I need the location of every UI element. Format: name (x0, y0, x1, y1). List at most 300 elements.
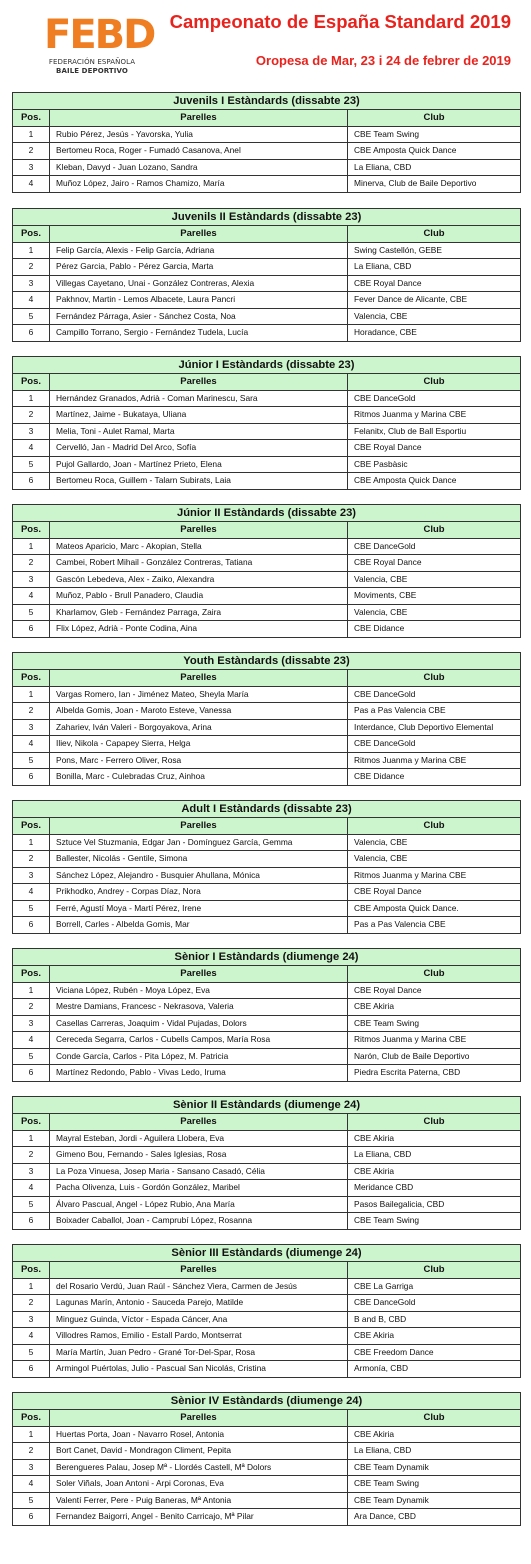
club-cell: CBE La Garriga (348, 1278, 521, 1295)
club-cell: CBE Didance (348, 769, 521, 786)
table-row (13, 292, 521, 309)
couple-cell: Vargas Romero, Ian - Jiménez Mateo, Sheyla María (50, 686, 348, 703)
club-column-header: Club (348, 1262, 521, 1279)
club-cell: Minerva, Club de Baile Deportivo (348, 176, 521, 193)
position-cell: 2 (13, 1295, 50, 1312)
position-cell: 5 (13, 1196, 50, 1213)
couple-cell: María Martín, Juan Pedro - Grané Tor-Del-Spar, Rosa (50, 1344, 348, 1361)
position-cell: 1 (13, 538, 50, 555)
club-cell: Pas a Pas Valencia CBE (348, 917, 521, 934)
couple-cell: Ferré, Agustí Moya - Martí Pérez, Irene (50, 900, 348, 917)
couple-cell: Bonilla, Marc - Culebradas Cruz, Ainhoa (50, 769, 348, 786)
table-row (13, 1130, 521, 1147)
table-row (13, 176, 521, 193)
table-row (13, 571, 521, 588)
table-row (13, 473, 521, 490)
section-title: Sènior I Estàndards (diumenge 24) (13, 949, 521, 966)
couples-column-header: Parelles (50, 522, 348, 539)
section-title: Sènior II Estàndards (diumenge 24) (13, 1097, 521, 1114)
position-cell: 5 (13, 604, 50, 621)
results-table (12, 1392, 521, 1526)
table-row (13, 982, 521, 999)
febd-logo-mark (42, 6, 155, 58)
couple-cell: Hernández Granados, Adrià - Coman Marinescu, Sara (50, 390, 348, 407)
club-cell: Ritmos Juanma y Marina CBE (348, 867, 521, 884)
couple-cell: Kharlamov, Gleb - Fernández Parraga, Zaira (50, 604, 348, 621)
club-cell: Meridance CBD (348, 1180, 521, 1197)
table-row (13, 1065, 521, 1082)
couple-cell: Pakhnov, Martin - Lemos Albacete, Laura Pancri (50, 292, 348, 309)
logo-line-2: BAILE DEPORTIVO (56, 67, 128, 75)
position-cell: 6 (13, 1065, 50, 1082)
couple-cell: Borrell, Carles - Albelda Gomis, Mar (50, 917, 348, 934)
club-cell: Ritmos Juanma y Marina CBE (348, 752, 521, 769)
table-row (13, 1443, 521, 1460)
club-cell: Interdance, Club Deportivo Elemental (348, 719, 521, 736)
couples-column-header: Parelles (50, 966, 348, 983)
table-row (13, 621, 521, 638)
club-column-header: Club (348, 226, 521, 243)
club-cell: CBE Team Dynamik (348, 1459, 521, 1476)
position-cell: 4 (13, 736, 50, 753)
table-row (13, 736, 521, 753)
position-cell: 1 (13, 982, 50, 999)
pos-column-header: Pos. (13, 374, 50, 391)
club-cell: B and B, CBD (348, 1311, 521, 1328)
couple-cell: Cambei, Robert Mihail - González Contreras, Tatiana (50, 555, 348, 572)
column-header-row (13, 374, 521, 391)
table-row (13, 1278, 521, 1295)
column-header-row (13, 1262, 521, 1279)
position-cell: 1 (13, 686, 50, 703)
position-cell: 3 (13, 423, 50, 440)
club-cell: CBE DanceGold (348, 736, 521, 753)
section-title: Juvenils II Estàndards (dissabte 23) (13, 209, 521, 226)
club-cell: La Eliana, CBD (348, 259, 521, 276)
position-cell: 6 (13, 1361, 50, 1378)
table-row (13, 1311, 521, 1328)
couple-cell: Martínez Redondo, Pablo - Vivas Ledo, Iruma (50, 1065, 348, 1082)
club-cell: CBE Akiria (348, 999, 521, 1016)
couples-column-header: Parelles (50, 226, 348, 243)
section-title: Sènior III Estàndards (diumenge 24) (13, 1245, 521, 1262)
couple-cell: Gimeno Bou, Fernando - Sales Iglesias, Rosa (50, 1147, 348, 1164)
table-row (13, 1196, 521, 1213)
table-row (13, 555, 521, 572)
position-cell: 5 (13, 456, 50, 473)
couples-column-header: Parelles (50, 670, 348, 687)
couple-cell: Huertas Porta, Joan - Navarro Rosel, Antonia (50, 1426, 348, 1443)
position-cell: 3 (13, 719, 50, 736)
table-row (13, 1032, 521, 1049)
table-row (13, 703, 521, 720)
table-row (13, 275, 521, 292)
logo-letters: FEBD (44, 12, 155, 58)
position-cell: 2 (13, 999, 50, 1016)
club-column-header: Club (348, 522, 521, 539)
couple-cell: Soler Viñals, Joan Antoni - Arpi Coronas, Eva (50, 1476, 348, 1493)
pos-column-header: Pos. (13, 1262, 50, 1279)
section-title: Juvenils I Estàndards (dissabte 23) (13, 93, 521, 110)
column-header-row (13, 110, 521, 127)
table-row (13, 143, 521, 160)
position-cell: 5 (13, 1344, 50, 1361)
couples-column-header: Parelles (50, 1262, 348, 1279)
pos-column-header: Pos. (13, 226, 50, 243)
couple-cell: Sánchez López, Alejandro - Busquier Ahullana, Mónica (50, 867, 348, 884)
position-cell: 5 (13, 900, 50, 917)
position-cell: 5 (13, 1492, 50, 1509)
position-cell: 1 (13, 1130, 50, 1147)
table-row (13, 1476, 521, 1493)
club-cell: CBE Team Swing (348, 1476, 521, 1493)
table-row (13, 407, 521, 424)
club-cell: Ara Dance, CBD (348, 1509, 521, 1526)
table-row (13, 867, 521, 884)
club-column-header: Club (348, 374, 521, 391)
couple-cell: Mestre Damians, Francesc - Nekrasova, Valeria (50, 999, 348, 1016)
couple-cell: del Rosario Verdú, Juan Raúl - Sánchez Viera, Carmen de Jesús (50, 1278, 348, 1295)
position-cell: 2 (13, 259, 50, 276)
table-row (13, 1426, 521, 1443)
position-cell: 6 (13, 769, 50, 786)
position-cell: 4 (13, 588, 50, 605)
couple-cell: Conde García, Carlos - Pita López, M. Patricia (50, 1048, 348, 1065)
couple-cell: Gascón Lebedeva, Alex - Zaiko, Alexandra (50, 571, 348, 588)
pos-column-header: Pos. (13, 818, 50, 835)
position-cell: 4 (13, 1180, 50, 1197)
position-cell: 1 (13, 1426, 50, 1443)
table-row (13, 1459, 521, 1476)
position-cell: 5 (13, 1048, 50, 1065)
table-row (13, 917, 521, 934)
club-cell: Valencia, CBE (348, 604, 521, 621)
page-title: Campeonato de España Standard 2019 (169, 11, 511, 32)
table-row (13, 259, 521, 276)
couples-column-header: Parelles (50, 110, 348, 127)
club-cell: CBE Royal Dance (348, 555, 521, 572)
table-row (13, 1492, 521, 1509)
club-cell: Valencia, CBE (348, 571, 521, 588)
position-cell: 6 (13, 621, 50, 638)
club-cell: Piedra Escrita Paterna, CBD (348, 1065, 521, 1082)
couple-cell: Ballester, Nicolás - Gentile, Simona (50, 851, 348, 868)
club-cell: La Eliana, CBD (348, 159, 521, 176)
club-column-header: Club (348, 670, 521, 687)
couple-cell: Rubio Pérez, Jesús - Yavorska, Yulia (50, 126, 348, 143)
position-cell: 1 (13, 126, 50, 143)
results-table (12, 504, 521, 638)
table-row (13, 1361, 521, 1378)
club-cell: Valencia, CBE (348, 834, 521, 851)
results-table (12, 92, 521, 193)
position-cell: 4 (13, 884, 50, 901)
logo-line-1: FEDERACIÓN ESPAÑOLA (48, 58, 136, 66)
club-cell: Armonía, CBD (348, 1361, 521, 1378)
couple-cell: Pacha Olivenza, Luis - Gordón González, Maribel (50, 1180, 348, 1197)
section-title: Júnior I Estàndards (dissabte 23) (13, 357, 521, 374)
club-cell: Horadance, CBE (348, 325, 521, 342)
couple-cell: Bertomeu Roca, Guillem - Talarn Subirats, Laia (50, 473, 348, 490)
table-row (13, 1213, 521, 1230)
position-cell: 3 (13, 1015, 50, 1032)
febd-logo (42, 6, 182, 80)
position-cell: 6 (13, 917, 50, 934)
column-header-row (13, 966, 521, 983)
couple-cell: Kleban, Davyd - Juan Lozano, Sandra (50, 159, 348, 176)
club-column-header: Club (348, 110, 521, 127)
position-cell: 6 (13, 325, 50, 342)
position-cell: 2 (13, 851, 50, 868)
position-cell: 2 (13, 1147, 50, 1164)
couple-cell: Pons, Marc - Ferrero Oliver, Rosa (50, 752, 348, 769)
club-cell: CBE Didance (348, 621, 521, 638)
pos-column-header: Pos. (13, 1410, 50, 1427)
club-column-header: Club (348, 818, 521, 835)
couple-cell: Albelda Gomis, Joan - Maroto Esteve, Vanessa (50, 703, 348, 720)
results-table (12, 208, 521, 342)
couple-cell: Pujol Gallardo, Joan - Martínez Prieto, Elena (50, 456, 348, 473)
table-row (13, 456, 521, 473)
couple-cell: Berengueres Palau, Josep Mª - Llordés Castell, Mª Dolors (50, 1459, 348, 1476)
table-row (13, 604, 521, 621)
section-title: Youth Estàndards (dissabte 23) (13, 653, 521, 670)
table-row (13, 1295, 521, 1312)
column-header-row (13, 1114, 521, 1131)
club-cell: Ritmos Juanma y Marina CBE (348, 407, 521, 424)
position-cell: 4 (13, 1328, 50, 1345)
couple-cell: Campillo Torrano, Sergio - Fernández Tudela, Lucía (50, 325, 348, 342)
position-cell: 3 (13, 867, 50, 884)
couple-cell: Flix López, Adrià - Ponte Codina, Aina (50, 621, 348, 638)
column-header-row (13, 1410, 521, 1427)
table-row (13, 538, 521, 555)
couple-cell: Sztuce Vel Stuzmania, Edgar Jan - Domínguez García, Gemma (50, 834, 348, 851)
position-cell: 3 (13, 571, 50, 588)
club-cell: CBE Team Dynamik (348, 1492, 521, 1509)
couple-cell: Lagunas Marín, Antonio - Sauceda Parejo, Matilde (50, 1295, 348, 1312)
couple-cell: Martínez, Jaime - Bukataya, Uliana (50, 407, 348, 424)
club-cell: Moviments, CBE (348, 588, 521, 605)
column-header-row (13, 226, 521, 243)
club-column-header: Club (348, 1114, 521, 1131)
position-cell: 2 (13, 143, 50, 160)
couple-cell: Viciana López, Rubén - Moya López, Eva (50, 982, 348, 999)
couple-cell: Mateos Aparicio, Marc - Akopian, Stella (50, 538, 348, 555)
table-row (13, 769, 521, 786)
club-column-header: Club (348, 1410, 521, 1427)
results-table (12, 652, 521, 786)
couple-cell: Melia, Toni - Aulet Ramal, Marta (50, 423, 348, 440)
table-row (13, 440, 521, 457)
table-row (13, 390, 521, 407)
couple-cell: Mayral Esteban, Jordi - Aguilera Llobera, Eva (50, 1130, 348, 1147)
club-cell: CBE Royal Dance (348, 275, 521, 292)
position-cell: 1 (13, 834, 50, 851)
table-row (13, 126, 521, 143)
position-cell: 2 (13, 1443, 50, 1460)
position-cell: 4 (13, 292, 50, 309)
position-cell: 2 (13, 703, 50, 720)
position-cell: 3 (13, 1163, 50, 1180)
table-row (13, 851, 521, 868)
club-cell: CBE DanceGold (348, 538, 521, 555)
column-header-row (13, 522, 521, 539)
club-cell: Valencia, CBE (348, 308, 521, 325)
couple-cell: Bertomeu Roca, Roger - Fumadó Casanova, Anel (50, 143, 348, 160)
position-cell: 4 (13, 1476, 50, 1493)
club-cell: CBE Akiria (348, 1426, 521, 1443)
table-row (13, 1147, 521, 1164)
couples-column-header: Parelles (50, 1114, 348, 1131)
position-cell: 4 (13, 440, 50, 457)
club-cell: Swing Castellón, GEBE (348, 242, 521, 259)
position-cell: 1 (13, 1278, 50, 1295)
position-cell: 3 (13, 275, 50, 292)
table-row (13, 1328, 521, 1345)
club-cell: CBE Royal Dance (348, 440, 521, 457)
club-cell: Narón, Club de Baile Deportivo (348, 1048, 521, 1065)
position-cell: 6 (13, 473, 50, 490)
position-cell: 6 (13, 1213, 50, 1230)
club-cell: CBE DanceGold (348, 686, 521, 703)
column-header-row (13, 670, 521, 687)
table-row (13, 752, 521, 769)
club-cell: CBE Freedom Dance (348, 1344, 521, 1361)
position-cell: 3 (13, 1459, 50, 1476)
club-cell: CBE Akiria (348, 1328, 521, 1345)
pos-column-header: Pos. (13, 110, 50, 127)
couple-cell: Zahariev, Iván Valeri - Borgoyakova, Arina (50, 719, 348, 736)
table-row (13, 1048, 521, 1065)
table-row (13, 588, 521, 605)
position-cell: 3 (13, 1311, 50, 1328)
couple-cell: Prikhodko, Andrey - Corpas Díaz, Nora (50, 884, 348, 901)
position-cell: 4 (13, 1032, 50, 1049)
couple-cell: Cereceda Segarra, Carlos - Cubells Campos, María Rosa (50, 1032, 348, 1049)
couples-column-header: Parelles (50, 1410, 348, 1427)
club-cell: CBE Royal Dance (348, 982, 521, 999)
position-cell: 4 (13, 176, 50, 193)
club-cell: Fever Dance de Alicante, CBE (348, 292, 521, 309)
page-header (0, 0, 531, 92)
club-cell: CBE Amposta Quick Dance (348, 143, 521, 160)
table-row (13, 1015, 521, 1032)
position-cell: 5 (13, 308, 50, 325)
column-header-row (13, 818, 521, 835)
results-table (12, 1096, 521, 1230)
table-row (13, 1180, 521, 1197)
couple-cell: Felip García, Alexis - Felip García, Adriana (50, 242, 348, 259)
couple-cell: Cervelló, Jan - Madrid Del Arco, Sofía (50, 440, 348, 457)
position-cell: 1 (13, 242, 50, 259)
club-cell: CBE Royal Dance (348, 884, 521, 901)
couple-cell: Minguez Guinda, Víctor - Espada Cáncer, Ana (50, 1311, 348, 1328)
club-cell: CBE Team Swing (348, 1015, 521, 1032)
couples-column-header: Parelles (50, 818, 348, 835)
couple-cell: Casellas Carreras, Joaquim - Vidal Pujadas, Dolors (50, 1015, 348, 1032)
section-title: Júnior II Estàndards (dissabte 23) (13, 505, 521, 522)
club-cell: Valencia, CBE (348, 851, 521, 868)
couple-cell: Fernández Párraga, Asier - Sánchez Costa, Noa (50, 308, 348, 325)
table-row (13, 884, 521, 901)
pos-column-header: Pos. (13, 522, 50, 539)
section-title: Sènior IV Estàndards (diumenge 24) (13, 1393, 521, 1410)
club-cell: Ritmos Juanma y Marina CBE (348, 1032, 521, 1049)
position-cell: 2 (13, 555, 50, 572)
results-table (12, 948, 521, 1082)
couple-cell: Boixader Caballol, Joan - Camprubí López, Rosanna (50, 1213, 348, 1230)
results-table (12, 1244, 521, 1378)
club-cell: CBE Team Swing (348, 126, 521, 143)
club-cell: Felanitx, Club de Ball Esportiu (348, 423, 521, 440)
results-table (12, 800, 521, 934)
section-title: Adult I Estàndards (dissabte 23) (13, 801, 521, 818)
table-row (13, 325, 521, 342)
club-cell: La Eliana, CBD (348, 1443, 521, 1460)
table-row (13, 1509, 521, 1526)
club-cell: CBE DanceGold (348, 1295, 521, 1312)
couple-cell: Fernandez Baigorri, Angel - Benito Carricajo, Mª Pilar (50, 1509, 348, 1526)
table-row (13, 242, 521, 259)
club-cell: Pas a Pas Valencia CBE (348, 703, 521, 720)
couple-cell: Valentí Ferrer, Pere - Puig Baneras, Mª Antonia (50, 1492, 348, 1509)
club-cell: CBE DanceGold (348, 390, 521, 407)
couple-cell: Pérez Garcia, Pablo - Pérez Garcia, Marta (50, 259, 348, 276)
couple-cell: Iliev, Nikola - Capapey Sierra, Helga (50, 736, 348, 753)
couple-cell: Villodres Ramos, Emilio - Estall Pardo, Montserrat (50, 1328, 348, 1345)
table-row (13, 999, 521, 1016)
couple-cell: Muñoz López, Jairo - Ramos Chamizo, María (50, 176, 348, 193)
couple-cell: Bort Canet, David - Mondragon Climent, Pepita (50, 1443, 348, 1460)
table-row (13, 900, 521, 917)
club-cell: CBE Akiria (348, 1163, 521, 1180)
table-row (13, 423, 521, 440)
club-cell: La Eliana, CBD (348, 1147, 521, 1164)
club-cell: CBE Pasbàsic (348, 456, 521, 473)
position-cell: 5 (13, 752, 50, 769)
results-table (12, 356, 521, 490)
table-row (13, 308, 521, 325)
table-row (13, 1344, 521, 1361)
club-cell: CBE Team Swing (348, 1213, 521, 1230)
couple-cell: Álvaro Pascual, Angel - López Rubio, Ana María (50, 1196, 348, 1213)
table-row (13, 719, 521, 736)
page-subtitle: Oropesa de Mar, 23 i 24 de febrer de 2019 (255, 53, 511, 68)
couple-cell: Armingol Puértolas, Julio - Pascual San Nicolás, Cristina (50, 1361, 348, 1378)
pos-column-header: Pos. (13, 966, 50, 983)
club-cell: CBE Akiria (348, 1130, 521, 1147)
position-cell: 3 (13, 159, 50, 176)
position-cell: 1 (13, 390, 50, 407)
couple-cell: Villegas Cayetano, Unai - González Contreras, Alexia (50, 275, 348, 292)
couples-column-header: Parelles (50, 374, 348, 391)
pos-column-header: Pos. (13, 670, 50, 687)
position-cell: 6 (13, 1509, 50, 1526)
table-row (13, 159, 521, 176)
position-cell: 2 (13, 407, 50, 424)
club-cell: CBE Amposta Quick Dance (348, 473, 521, 490)
couple-cell: La Poza Vinuesa, Josep Maria - Sansano Casadó, Célia (50, 1163, 348, 1180)
club-cell: Pasos Bailegalicia, CBD (348, 1196, 521, 1213)
couple-cell: Muñoz, Pablo - Brull Panadero, Claudia (50, 588, 348, 605)
table-row (13, 834, 521, 851)
club-column-header: Club (348, 966, 521, 983)
table-row (13, 1163, 521, 1180)
club-cell: CBE Amposta Quick Dance. (348, 900, 521, 917)
table-row (13, 686, 521, 703)
pos-column-header: Pos. (13, 1114, 50, 1131)
